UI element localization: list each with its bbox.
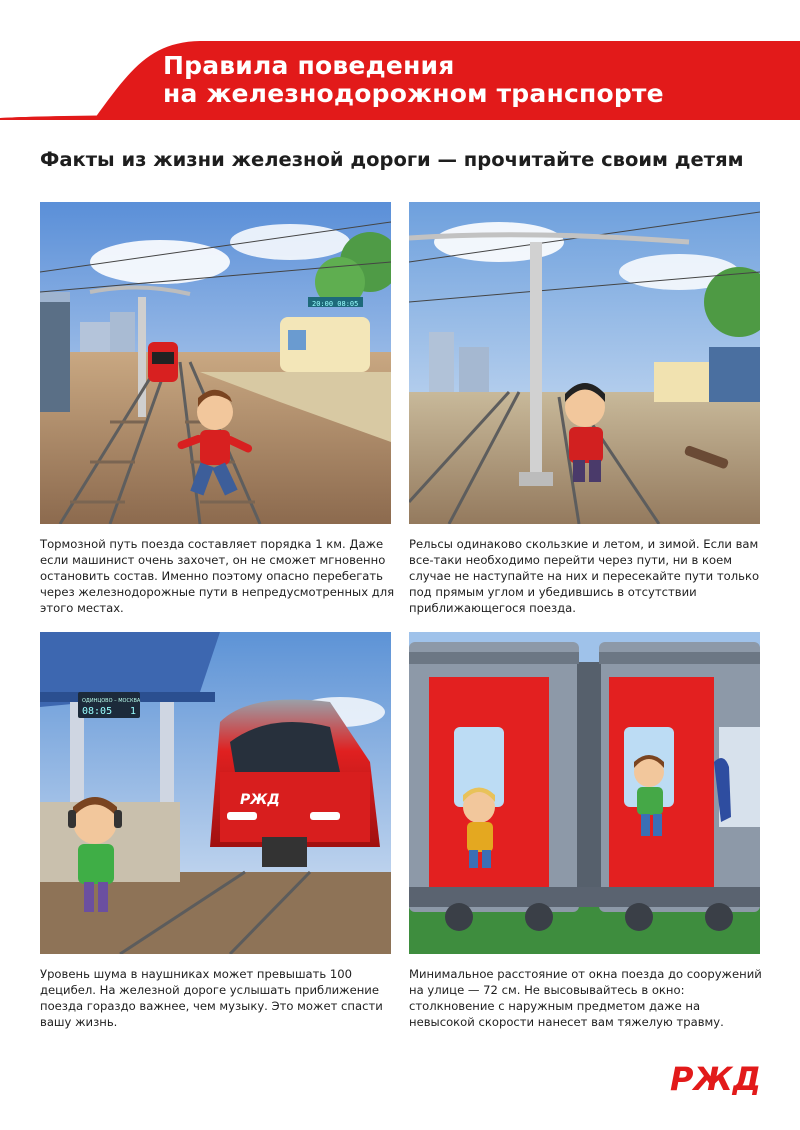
- illustration-train-and-headphones: [40, 632, 391, 954]
- caption-window-distance: Минимальное расстояние от окна поезда до сооружений на улице — 72 см. Не высовывайтесь в окно: столкновение с наружным предметом даже на невысокой скорости нанесет вам тяжелую травму.: [409, 967, 762, 1029]
- header-banner: [0, 0, 800, 120]
- illustration-standing-on-rails: [409, 202, 760, 524]
- caption-slippery-rails: Рельсы одинаково скользкие и летом, и зимой. Если вам все-таки необходимо перейти через пути, ни в коем случае не наступайте на них и пересекайте пути только под прямым углом и убедившись в отсутствии приближающегося поезда.: [409, 537, 760, 615]
- header-title-line2: на железнодорожном транспорте: [163, 79, 664, 108]
- departure-board-time: 08:05: [82, 706, 113, 717]
- header-title-line1: Правила поведения: [163, 51, 455, 80]
- departure-board-platform: 1: [130, 706, 137, 717]
- caption-headphones-noise: Уровень шума в наушниках может превышать 100 децибел. На железной дороге услышать приближение поезда гораздо важнее, чем музыку. Это может спасти вашу жизнь.: [40, 967, 383, 1029]
- station-clock: 20:00 08:05: [312, 300, 359, 308]
- page-subtitle: Факты из жизни железной дороги — прочитайте своим детям: [40, 148, 744, 171]
- illustration-train-windows: [409, 632, 760, 954]
- rzd-logo-text: РЖД: [670, 1060, 762, 1098]
- illustration-running-child: [40, 202, 391, 524]
- header-title: [163, 52, 664, 108]
- rzd-logo: [668, 1058, 763, 1098]
- departure-board-route: ОДИНЦОВО – МОСКВА: [82, 698, 141, 704]
- train-rzd-logo: РЖД: [240, 792, 280, 808]
- caption-braking-distance: Тормозной путь поезда составляет порядка 1 км. Даже если машинист очень захочет, он не сможет мгновенно остановить состав. Именно поэтому опасно перебегать через железнодорожные пути в непредусмотренных для этого местах.: [40, 537, 395, 615]
